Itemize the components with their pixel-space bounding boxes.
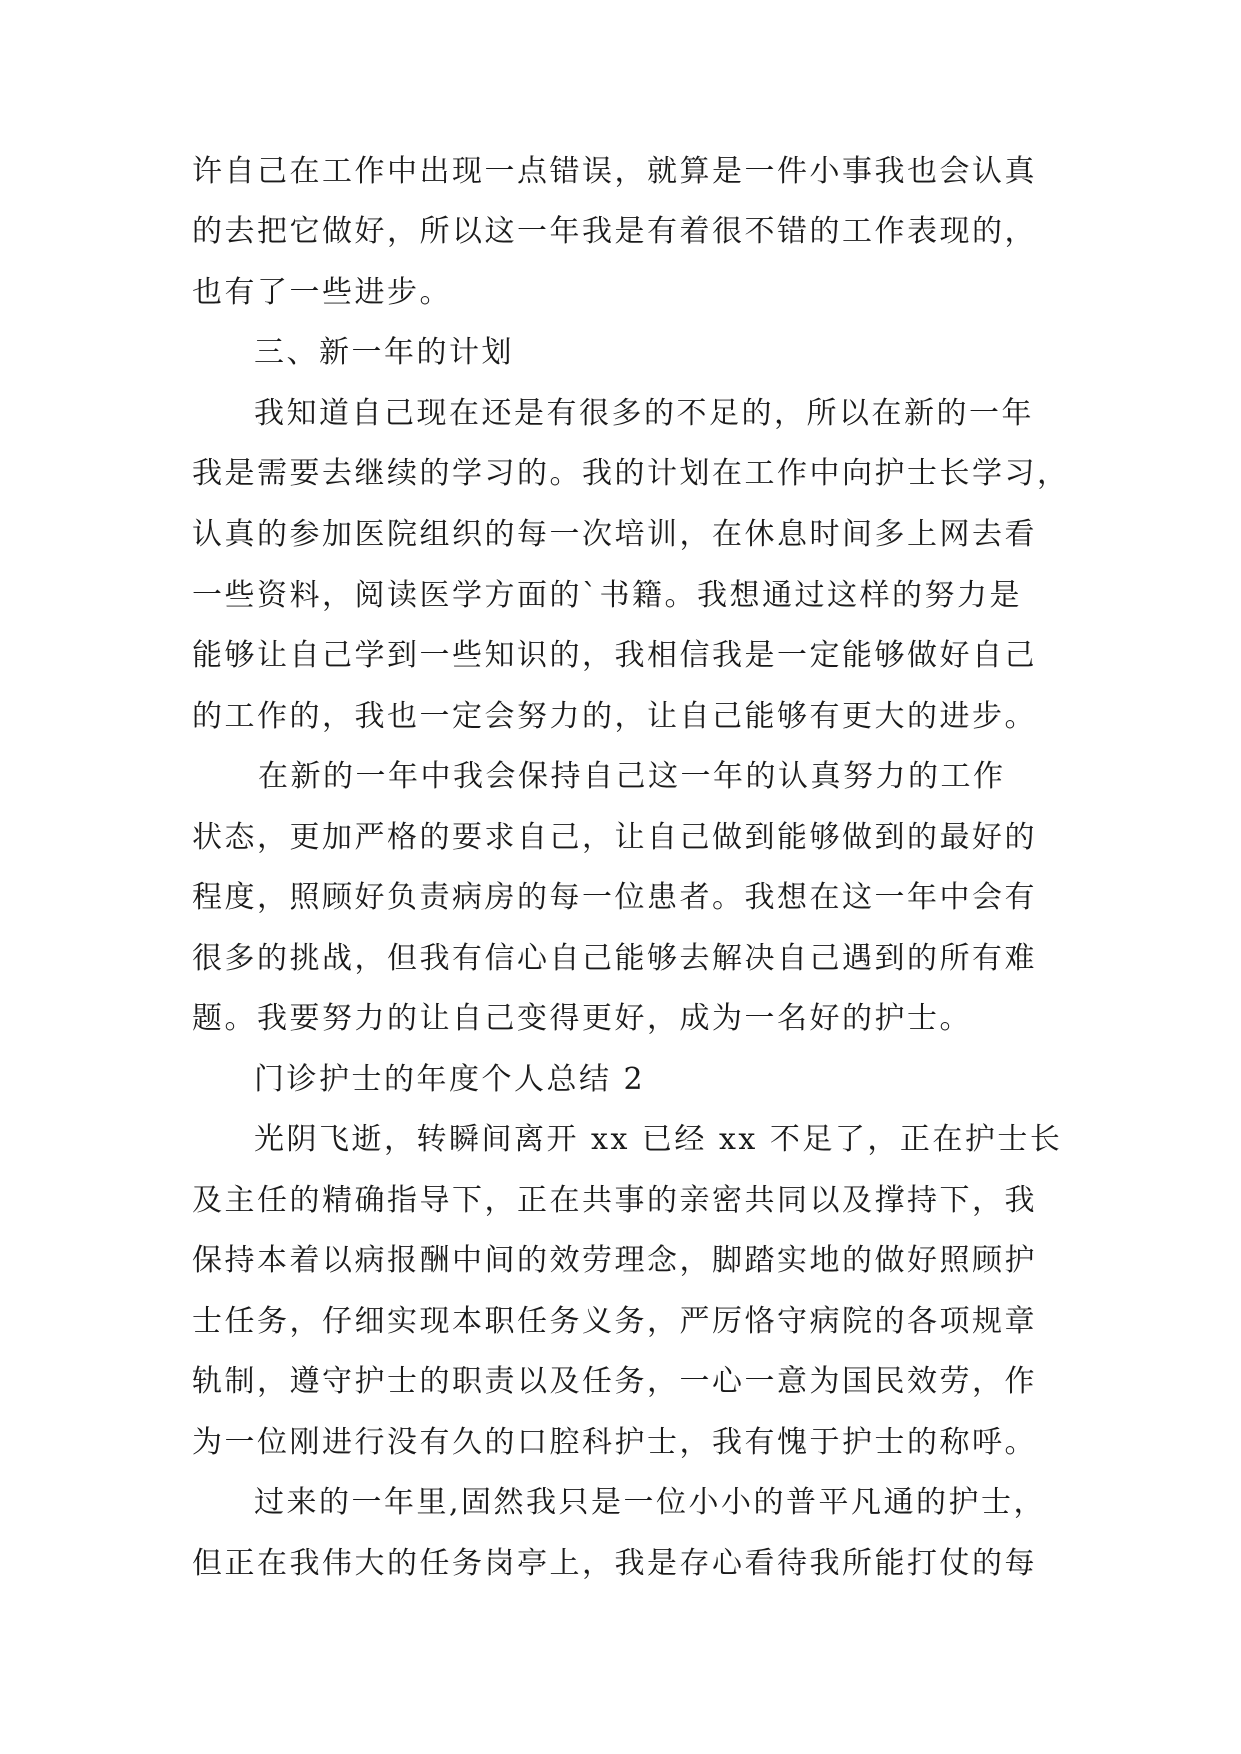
text-line: 很多的挑战，但我有信心自己能够去解决自己遇到的所有难 (192, 941, 1037, 976)
text-line: 的去把它做好，所以这一年我是有着很不错的工作表现的， (192, 214, 1037, 249)
text-line: 许自己在工作中出现一点错误，就算是一件小事我也会认真 (192, 154, 1037, 189)
text-line: 轨制，遵守护士的职责以及任务，一心一意为国民效劳，作 (192, 1364, 1037, 1399)
text-line: 我知道自己现在还是有很多的不足的，所以在新的一年 (254, 396, 1034, 431)
text-line: 过来的一年里,固然我只是一位小小的普平凡通的护士， (254, 1485, 1047, 1520)
text-line: 能够让自己学到一些知识的，我相信我是一定能够做好自己 (192, 638, 1037, 673)
text-line: 题。我要努力的让自己变得更好，成为一名好的护士。 (192, 1001, 972, 1036)
text-line: 保持本着以病报酬中间的效劳理念，脚踏实地的做好照顾护 (192, 1243, 1037, 1278)
text-line: 的工作的，我也一定会努力的，让自己能够有更大的进步。 (192, 699, 1037, 734)
text-line: 在新的一年中我会保持自己这一年的认真努力的工作 (258, 759, 1006, 794)
section-heading: 三、新一年的计划 (254, 335, 514, 370)
text-line: 程度，照顾好负责病房的每一位患者。我想在这一年中会有 (192, 880, 1037, 915)
text-line: 一些资料，阅读医学方面的`书籍。我想通过这样的努力是 (192, 578, 1022, 613)
text-line: 也有了一些进步。 (192, 275, 452, 310)
document-subtitle: 门诊护士的年度个人总结 2 (254, 1062, 646, 1097)
text-line: 状态，更加严格的要求自己，让自己做到能够做到的最好的 (192, 820, 1037, 855)
text-line: 士任务，仔细实现本职任务义务，严厉恪守病院的各项规章 (192, 1304, 1037, 1339)
text-line: 认真的参加医院组织的每一次培训，在休息时间多上网去看 (192, 517, 1037, 552)
text-line: 为一位刚进行没有久的口腔科护士，我有愧于护士的称呼。 (192, 1425, 1037, 1460)
text-line: 光阴飞逝，转瞬间离开 xx 已经 xx 不足了，正在护士长 (254, 1122, 1063, 1157)
text-line: 我是需要去继续的学习的。我的计划在工作中向护士长学习， (192, 456, 1070, 491)
text-line: 但正在我伟大的任务岗亭上，我是存心看待我所能打仗的每 (192, 1546, 1037, 1581)
text-line: 及主任的精确指导下，正在共事的亲密共同以及撑持下，我 (192, 1183, 1037, 1218)
